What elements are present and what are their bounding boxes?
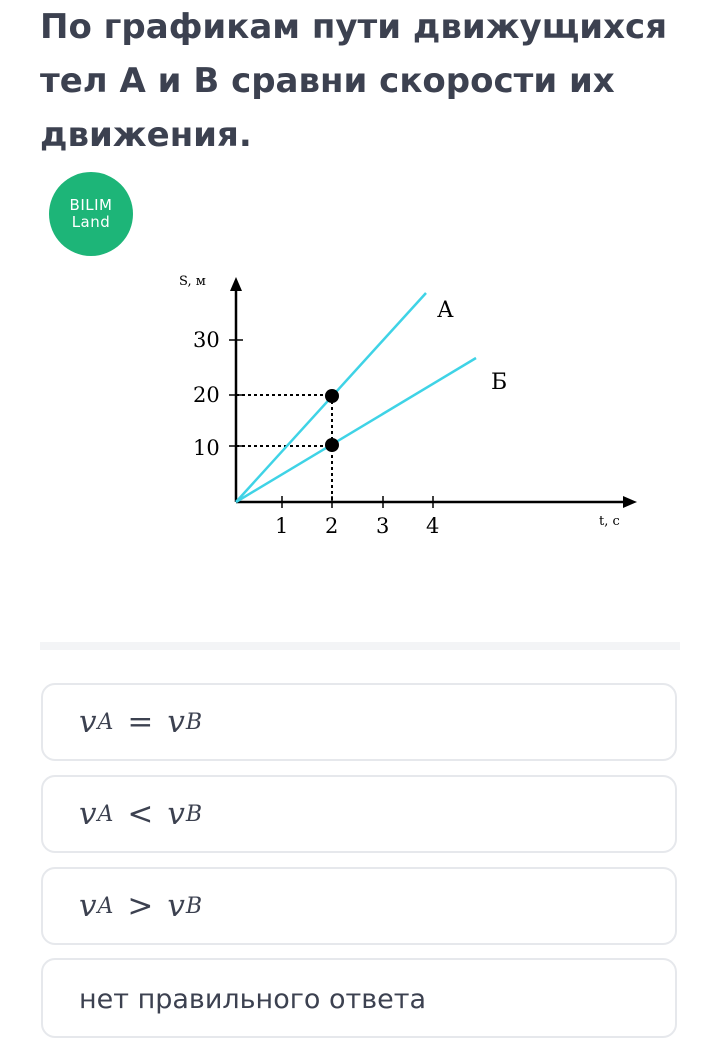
option-1-var-left: v [79, 704, 97, 740]
line-b [236, 358, 476, 502]
x-axis-arrow [623, 496, 637, 508]
option-3-var-right: v [167, 888, 185, 924]
line-a-label: А [437, 298, 454, 323]
option-3-sub-left: A [97, 893, 114, 919]
point-b-2-10 [325, 438, 339, 452]
y-axis-label: S, м [179, 274, 206, 289]
line-b-label: Б [491, 370, 508, 395]
option-2-var-left: v [79, 796, 97, 832]
answer-option-1[interactable] [41, 683, 677, 761]
y-tick-label-20: 20 [193, 383, 220, 407]
option-1-operator: = [127, 704, 154, 740]
logo-line-2: Land [71, 213, 111, 231]
x-axis-label: t, с [599, 514, 620, 529]
option-2-sub-left: A [97, 801, 114, 827]
option-3-sub-right: B [185, 893, 203, 919]
answer-option-4[interactable] [41, 958, 677, 1038]
option-2-var-right: v [167, 796, 185, 832]
option-1-sub-left: A [97, 709, 114, 735]
logo-line-1: BILIM [69, 196, 113, 214]
option-4-label: нет правильного ответа [79, 984, 427, 1015]
question-text: По графикам пути движущихся тел А и В сравни скорости их движения. [40, 7, 668, 155]
answer-option-2[interactable] [41, 775, 677, 853]
option-3-var-left: v [79, 888, 97, 924]
answer-option-3[interactable] [41, 867, 677, 945]
distance-time-graph [165, 265, 645, 555]
y-tick-label-10: 10 [193, 436, 220, 460]
graph-svg [165, 265, 645, 555]
x-tick-label-3: 3 [376, 514, 390, 538]
option-1-sub-right: B [185, 709, 203, 735]
option-1-var-right: v [167, 704, 185, 740]
bilimland-logo [49, 172, 133, 256]
x-tick-label-4: 4 [426, 514, 440, 538]
x-tick-label-1: 1 [275, 514, 289, 538]
option-2-operator: < [127, 796, 154, 832]
option-2-sub-right: B [185, 801, 203, 827]
point-a-2-20 [325, 389, 339, 403]
y-axis-arrow [230, 277, 242, 291]
y-tick-label-30: 30 [193, 328, 220, 352]
section-divider [40, 642, 680, 650]
x-tick-label-2: 2 [325, 514, 339, 538]
option-3-operator: > [127, 888, 154, 924]
